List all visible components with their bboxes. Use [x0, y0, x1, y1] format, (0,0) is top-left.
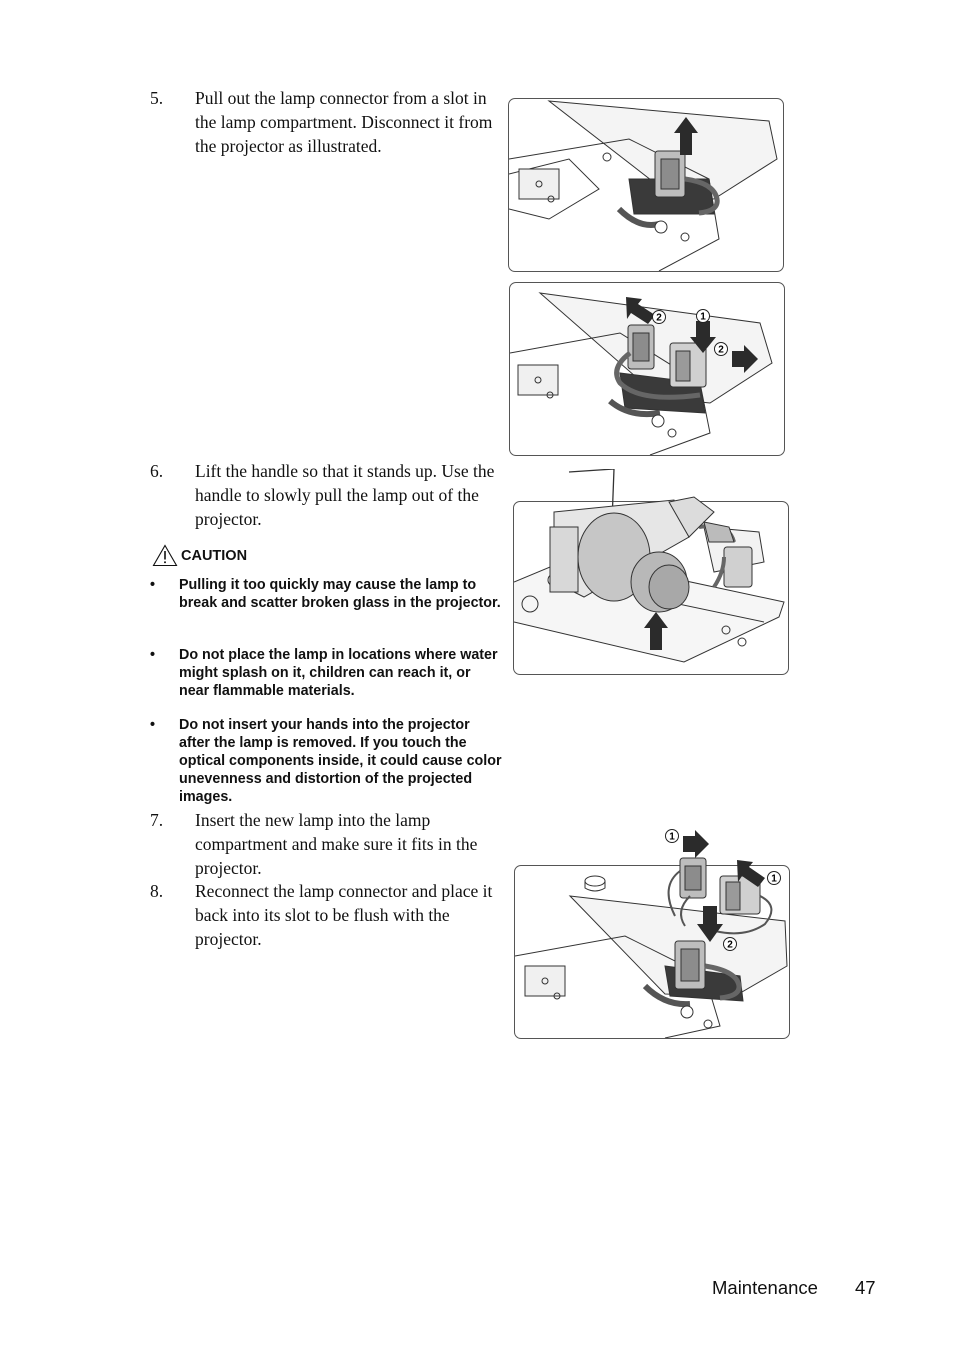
footer-section: Maintenance: [712, 1277, 818, 1298]
projector-illustration: [509, 99, 783, 271]
bullet-dot: •: [150, 647, 156, 663]
figure-lift-lamp: [513, 501, 789, 675]
caution-item-text: Pulling it too quickly may cause the lamp to break and scatter broken glass in the projector.: [179, 577, 501, 611]
bullet-dot: •: [150, 717, 156, 733]
callout-1: 1: [771, 873, 777, 885]
callout-1: 1: [669, 831, 675, 843]
step-text: Reconnect the lamp connector and place it back into its slot to be flush with the projector.: [195, 881, 493, 949]
projector-illustration: [510, 283, 784, 455]
figure-pull-connector: [508, 98, 784, 272]
projector-illustration: [514, 469, 788, 674]
caution-item-text: Do not place the lamp in locations where water might splash on it, children can reach it, or near flammable materials.: [179, 647, 498, 699]
figure-disconnect-connector: [509, 282, 785, 456]
step-text: Lift the handle so that it stands up. Use the handle to slowly pull the lamp out of the projector.: [195, 461, 495, 529]
page-number: 47: [855, 1277, 876, 1298]
callout-2: 2: [718, 344, 724, 356]
step-number: 8.: [150, 881, 164, 901]
warning-triangle-icon: [152, 544, 178, 567]
step-number: 6.: [150, 461, 164, 481]
step-number: 5.: [150, 88, 164, 108]
step-text: Insert the new lamp into the lamp compartment and make sure it fits in the projector.: [195, 810, 478, 878]
caution-item-text: Do not insert your hands into the projector after the lamp is removed. If you touch the optical components inside, it could cause color unevenness and distortion of the projected images.: [179, 717, 502, 805]
callout-2: 2: [656, 312, 662, 324]
step-number: 7.: [150, 810, 164, 830]
figure-reconnect-connector: [514, 831, 790, 1039]
caution-heading: [152, 544, 247, 567]
callout-1: 1: [700, 311, 706, 323]
callout-2: 2: [727, 939, 733, 951]
step-text: Pull out the lamp connector from a slot in the lamp compartment. Disconnect it from the projector as illustrated.: [195, 88, 493, 156]
arrow-right-icon: [683, 830, 709, 858]
caution-label: CAUTION: [181, 547, 248, 564]
projector-illustration: [515, 822, 789, 1038]
bullet-dot: •: [150, 577, 156, 593]
